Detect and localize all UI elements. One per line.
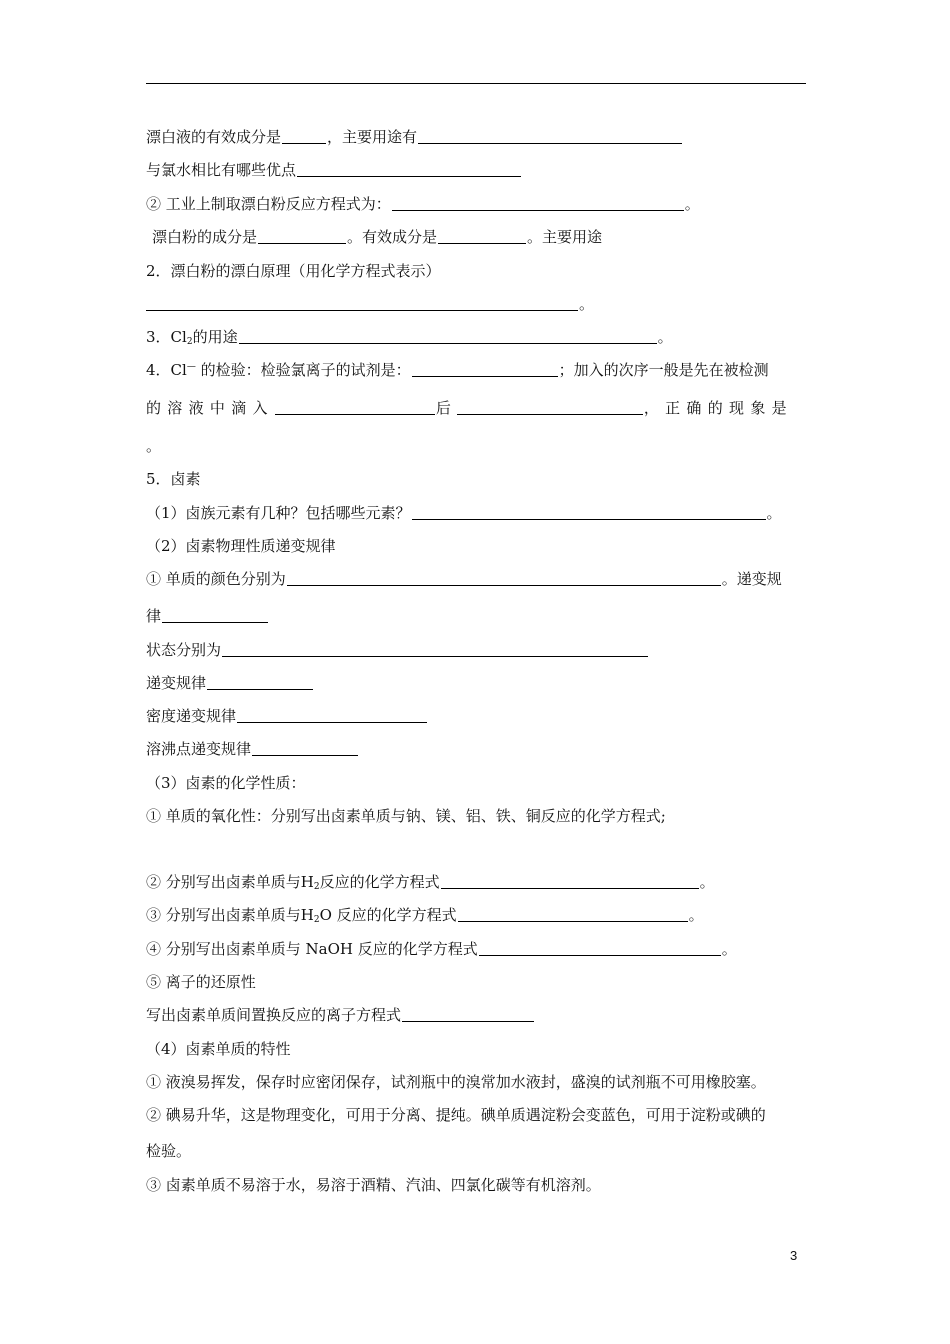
answer-blank[interactable]	[146, 295, 578, 311]
text: 。	[766, 504, 782, 522]
answer-blank[interactable]	[162, 607, 268, 623]
text: 与氯水相比有哪些优点	[146, 161, 297, 179]
subscript: 2	[186, 337, 193, 347]
answer-blank[interactable]	[252, 740, 358, 756]
text: 。	[146, 437, 162, 455]
header-rule	[146, 83, 806, 84]
text: ① 单质的氧化性：分别写出卤素单质与钠、镁、铝、铁、铜反应的化学方程式;	[146, 807, 666, 825]
text: （2）卤素物理性质递变规律	[146, 537, 336, 555]
color-line	[146, 569, 782, 589]
state-line	[146, 640, 649, 660]
q3-line	[146, 327, 673, 347]
answer-blank[interactable]	[402, 1006, 534, 1022]
answer-blank[interactable]	[392, 195, 684, 211]
answer-blank[interactable]	[441, 873, 699, 889]
text: 5．卤素	[146, 470, 201, 488]
text: 。递变规	[721, 570, 782, 588]
subscript: 2	[313, 882, 320, 892]
q5-s3-line	[146, 773, 306, 793]
text: 溶沸点递变规律	[146, 740, 252, 758]
advantage-line	[146, 160, 522, 180]
answer-blank[interactable]	[258, 228, 346, 244]
text: （3）卤素的化学性质：	[146, 774, 306, 792]
text: ④ 分别写出卤素单质与 NaOH 反应的化学方程式	[146, 940, 478, 958]
text: 3．Cl	[146, 328, 187, 346]
answer-blank[interactable]	[275, 399, 435, 415]
text: ① 液溴易挥发，保存时应密闭保存，试剂瓶中的溴常加水液封，盛溴的试剂瓶不可用橡胶塞。	[146, 1073, 766, 1091]
h2-line	[146, 872, 715, 892]
answer-blank[interactable]	[207, 674, 313, 690]
industrial-line	[146, 194, 700, 214]
text: ② 碘易升华，这是物理变化，可用于分离、提纯。碘单质遇淀粉会变蓝色，可用于淀粉或碘的	[146, 1106, 766, 1124]
text: 。	[688, 906, 704, 924]
text: ① 单质的颜色分别为	[146, 570, 286, 588]
answer-blank[interactable]	[458, 906, 688, 922]
text: （4）卤素单质的特性	[146, 1040, 291, 1058]
q4-line2	[146, 398, 793, 418]
text: 。	[579, 295, 595, 313]
displacement-line	[146, 1005, 535, 1025]
text: 。	[684, 195, 700, 213]
text: 的溶液中滴入	[146, 399, 274, 417]
q4-line1	[146, 360, 769, 380]
text: 状态分别为	[146, 641, 222, 659]
property-3	[146, 1175, 601, 1195]
text: 漂白粉的成分是	[152, 228, 258, 246]
text: 漂白液的有效成分是	[146, 128, 282, 146]
bleach-powder-line	[152, 227, 602, 247]
text: 。	[657, 328, 673, 346]
answer-blank[interactable]	[222, 641, 648, 657]
answer-blank[interactable]	[287, 570, 721, 586]
text: ③ 分别写出卤素单质与H	[146, 906, 314, 924]
text: 。有效成分是	[347, 228, 438, 246]
text: ；加入的次序一般是先在被检测	[558, 361, 769, 379]
reducibility-line	[146, 972, 256, 992]
text: 2．漂白粉的漂白原理（用化学方程式表示）	[146, 262, 441, 280]
text: 反应的化学方程式	[319, 873, 440, 891]
q5-s1-line	[146, 503, 782, 523]
text: 律	[146, 607, 162, 625]
property-2b	[146, 1141, 191, 1161]
boiling-point-line	[146, 739, 359, 759]
answer-blank[interactable]	[438, 228, 526, 244]
text: 4．Cl	[146, 361, 187, 379]
answer-blank[interactable]	[282, 128, 326, 144]
density-line	[146, 706, 428, 726]
oxidation-line	[146, 806, 666, 826]
text: O 反应的化学方程式	[319, 906, 457, 924]
text: （1）卤族元素有几种？包括哪些元素？	[146, 504, 411, 522]
text: ，正确的现象是	[643, 399, 793, 417]
text: ② 工业上制取漂白粉反应方程式为：	[146, 195, 391, 213]
answer-blank[interactable]	[237, 707, 427, 723]
text: 检验。	[146, 1142, 192, 1160]
subscript: 2	[313, 915, 320, 925]
naoh-line	[146, 939, 737, 959]
q5-title	[146, 469, 201, 489]
text: 的检验：检验氯离子的试剂是：	[195, 361, 411, 379]
superscript: —	[186, 362, 196, 372]
text: 。	[699, 873, 715, 891]
page-number: 3	[790, 1248, 798, 1263]
text: 。	[721, 940, 737, 958]
q2-title	[146, 261, 441, 281]
answer-blank[interactable]	[457, 399, 643, 415]
q2-answer-line	[146, 294, 594, 314]
q4-line3	[146, 436, 161, 456]
answer-blank[interactable]	[297, 161, 521, 177]
text: 密度递变规律	[146, 707, 237, 725]
answer-blank[interactable]	[479, 940, 721, 956]
water-line	[146, 905, 704, 925]
bleach-liquid-line	[146, 127, 683, 147]
text: ③ 卤素单质不易溶于水，易溶于酒精、汽油、四氯化碳等有机溶剂。	[146, 1176, 601, 1194]
text: ，主要用途有	[327, 128, 418, 146]
trend-line-2	[146, 673, 314, 693]
answer-blank[interactable]	[412, 504, 766, 520]
q5-s4-line	[146, 1039, 291, 1059]
text: 写出卤素单质间置换反应的离子方程式	[146, 1006, 402, 1024]
text: 的用途	[192, 328, 238, 346]
text: 后	[435, 399, 451, 417]
answer-blank[interactable]	[418, 128, 682, 144]
text: 递变规律	[146, 674, 207, 692]
property-2a	[146, 1105, 766, 1125]
text: ② 分别写出卤素单质与H	[146, 873, 314, 891]
property-1	[146, 1072, 766, 1092]
text: ⑤ 离子的还原性	[146, 973, 256, 991]
answer-blank[interactable]	[239, 328, 657, 344]
answer-blank[interactable]	[412, 361, 558, 377]
q5-s2-line	[146, 536, 336, 556]
text: 。主要用途	[527, 228, 603, 246]
trend-line-1	[146, 606, 269, 626]
